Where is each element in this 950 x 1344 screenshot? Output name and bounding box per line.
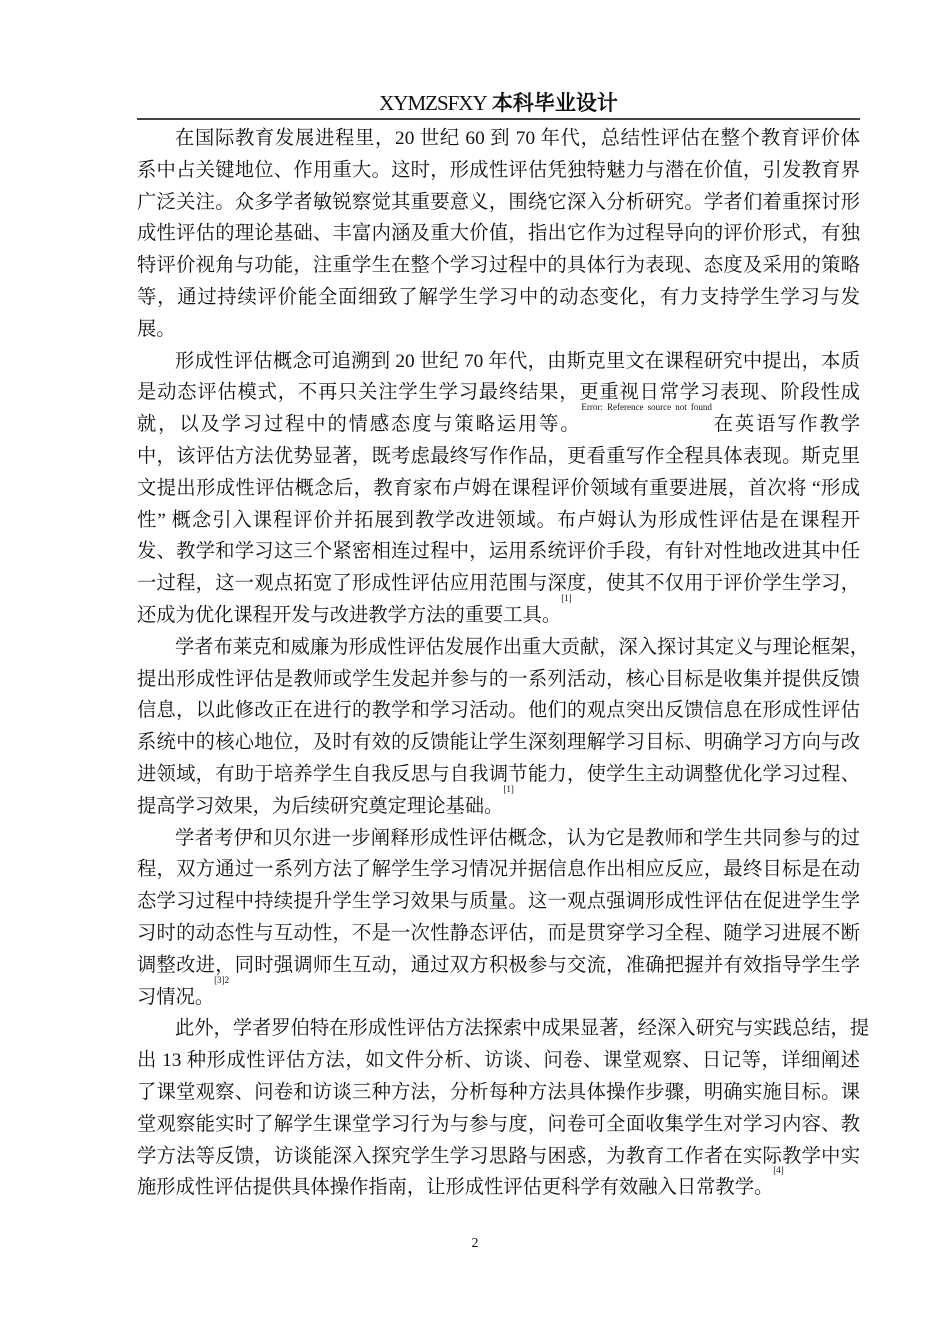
line-text: 态学习过程中持续提升学生学习效果与质量。这一观点强调形成性评估在促进学生学 (137, 891, 860, 913)
text-line (137, 377, 860, 409)
page-number: 2 (471, 1236, 479, 1251)
line-text: 广泛关注。众多学者敏锐察觉其重要意义，围绕它深入分析研究。学者们着重探讨形 (137, 191, 860, 213)
text-line (137, 346, 860, 378)
text-line (137, 727, 860, 759)
paragraph (137, 123, 860, 346)
line-text: 习时的动态性与互动性，不是一次性静态评估，而是贯穿学习全程、随学习进展不断 (137, 922, 860, 944)
text-line (137, 282, 860, 314)
line-text: 中，该评估方法优势显著，既考虑最终写作作品，更看重写作全程具体表现。斯克里 (137, 445, 860, 467)
text-line (137, 974, 860, 1014)
line-text: 在英语写作教学 (711, 414, 861, 436)
citation-reference: [1] (503, 783, 514, 794)
line-text: 文提出形成性评估概念后，教育家布卢姆在课程评价领域有重要进展，首次将 “形成 (137, 477, 860, 499)
line-text: 学者考伊和贝尔进一步阐释形成性评估概念，认为它是教师和学生共同参与的过 (175, 827, 860, 849)
text-line (137, 783, 860, 823)
line-text: 习情况。 (137, 986, 215, 1008)
line-text: 一过程，这一观点拓宽了形成性评估应用范围与深度，使其不仅用于评价学生学习， (137, 573, 860, 595)
line-text: 程，双方通过一系列方法了解学生学习情况并据信息作出相应反应，最终目标是在动 (137, 859, 860, 881)
citation-reference: [4] (773, 1165, 784, 1176)
line-text: 形成性评估概念可追溯到 20 世纪 70 年代，由斯克里文在课程研究中提出，本质 (175, 350, 860, 372)
text-line (137, 1165, 860, 1204)
line-text: 进领域，有助于培养学生自我反思与自我调节能力，使学生主动调整优化学习过程、 (137, 763, 860, 785)
line-text: 发、教学和学习这三个紧密相连过程中，运用系统评价手段，有针对性地改进其中任 (137, 541, 860, 563)
document-body (137, 123, 870, 1204)
paragraph (137, 1013, 870, 1204)
citation-reference: [1] (561, 592, 572, 603)
line-text: 展。 (137, 318, 176, 340)
text-line (137, 1141, 860, 1176)
text-line (137, 592, 860, 632)
line-text: 学方法等反馈，访谈能深入探究学生学习思路与困惑，为教育工作者在实际教学中实 (137, 1145, 860, 1167)
page-header (137, 90, 860, 116)
text-line (137, 759, 860, 791)
line-text: 了课堂观察、问卷和访谈三种方法，分析每种方法具体操作步骤，明确实施目标。课 (137, 1081, 860, 1103)
text-line (137, 1013, 870, 1045)
line-text: 就，以及学习过程中的情感态度与策略运用等。 (137, 414, 582, 436)
paragraph (137, 632, 870, 823)
text-line (137, 155, 860, 187)
text-line (137, 250, 860, 282)
text-line (137, 568, 860, 600)
text-line (137, 123, 860, 155)
citation-reference: [3]2 (214, 974, 230, 985)
line-text: 出 13 种形成性评估方法，如文件分析、访谈、问卷、课堂观察、日记等，详细阐述 (137, 1050, 860, 1072)
text-line (137, 1077, 860, 1109)
text-line (137, 854, 860, 886)
line-text: 提出形成性评估是教师或学生发起并参与的一系列活动，核心目标是收集并提供反馈 (137, 668, 860, 690)
line-text: 提高学习效果，为后续研究奠定理论基础。 (137, 795, 504, 817)
text-line (137, 1109, 860, 1141)
text-line (137, 886, 860, 918)
text-line (137, 536, 860, 568)
line-text: 系统中的核心地位，及时有效的反馈能让学生深刻理解学习目标、明确学习方向与改 (137, 732, 860, 754)
line-text: 系中占关键地位、作用重大。这时，形成性评估凭独特魅力与潜在价值，引发教育界 (137, 159, 860, 181)
text-line (137, 823, 860, 855)
header-title: 本科毕业设计 (491, 91, 618, 115)
line-text: 在国际教育发展进程里，20 世纪 60 到 70 年代，总结性评估在整个教育评价体 (175, 128, 860, 149)
paragraph (137, 346, 860, 632)
paragraph (137, 823, 860, 1014)
text-line (137, 1045, 860, 1077)
text-line (137, 918, 860, 950)
text-line (137, 402, 861, 441)
line-text: 等，通过持续评价能全面细致了解学生学习中的动态变化，有力支持学生学习与发 (137, 286, 860, 308)
line-text: 特评价视角与功能，注重学生在整个学习过程中的具体行为表现、态度及采用的策略 (137, 255, 860, 277)
line-text: 成性评估的理论基础、丰富内涵及重大价值，指出它作为过程导向的评价形式，有独 (137, 223, 860, 245)
citation-reference: Error: Reference source not found (581, 402, 712, 413)
header-rule (137, 118, 860, 120)
text-line (137, 314, 860, 346)
line-text: 此外，学者罗伯特在形成性评估方法探索中成果显著，经深入研究与实践总结，提 (175, 1018, 870, 1040)
line-text: 信息，以此修改正在进行的教学和学习活动。他们的观点突出反馈信息在形成性评估 (137, 700, 860, 722)
line-text: 调整改进，同时强调师生互动，通过双方积极参与交流，准确把握并有效指导学生学 (137, 954, 860, 976)
text-line (137, 187, 860, 219)
text-line (137, 441, 860, 473)
text-line (137, 950, 860, 982)
line-text: 还成为优化课程开发与改进教学方法的重要工具。 (137, 604, 562, 626)
line-text: 堂观察能实时了解学生课堂学习行为与参与度，问卷可全面收集学生对学习内容、教 (137, 1113, 860, 1135)
line-text: 施形成性评估提供具体操作指南，让形成性评估更科学有效融入日常教学。 (137, 1177, 774, 1199)
header-school-code: XYMZSFXY (379, 91, 487, 115)
text-line (137, 664, 860, 696)
line-text: 性” 概念引入课程评价并拓展到教学改进领域。布卢姆认为形成性评估是在课程开 (137, 509, 860, 531)
line-text: 是动态评估模式，不再只关注学生学习最终结果，更重视日常学习表现、阶段性成 (137, 382, 860, 404)
text-line (137, 505, 860, 537)
line-text: 学者布莱克和威廉为形成性评估发展作出重大贡献，深入探讨其定义与理论框架， (175, 636, 870, 658)
text-line (137, 473, 860, 505)
text-line (137, 695, 860, 727)
text-line (137, 218, 860, 250)
text-line (137, 632, 870, 664)
